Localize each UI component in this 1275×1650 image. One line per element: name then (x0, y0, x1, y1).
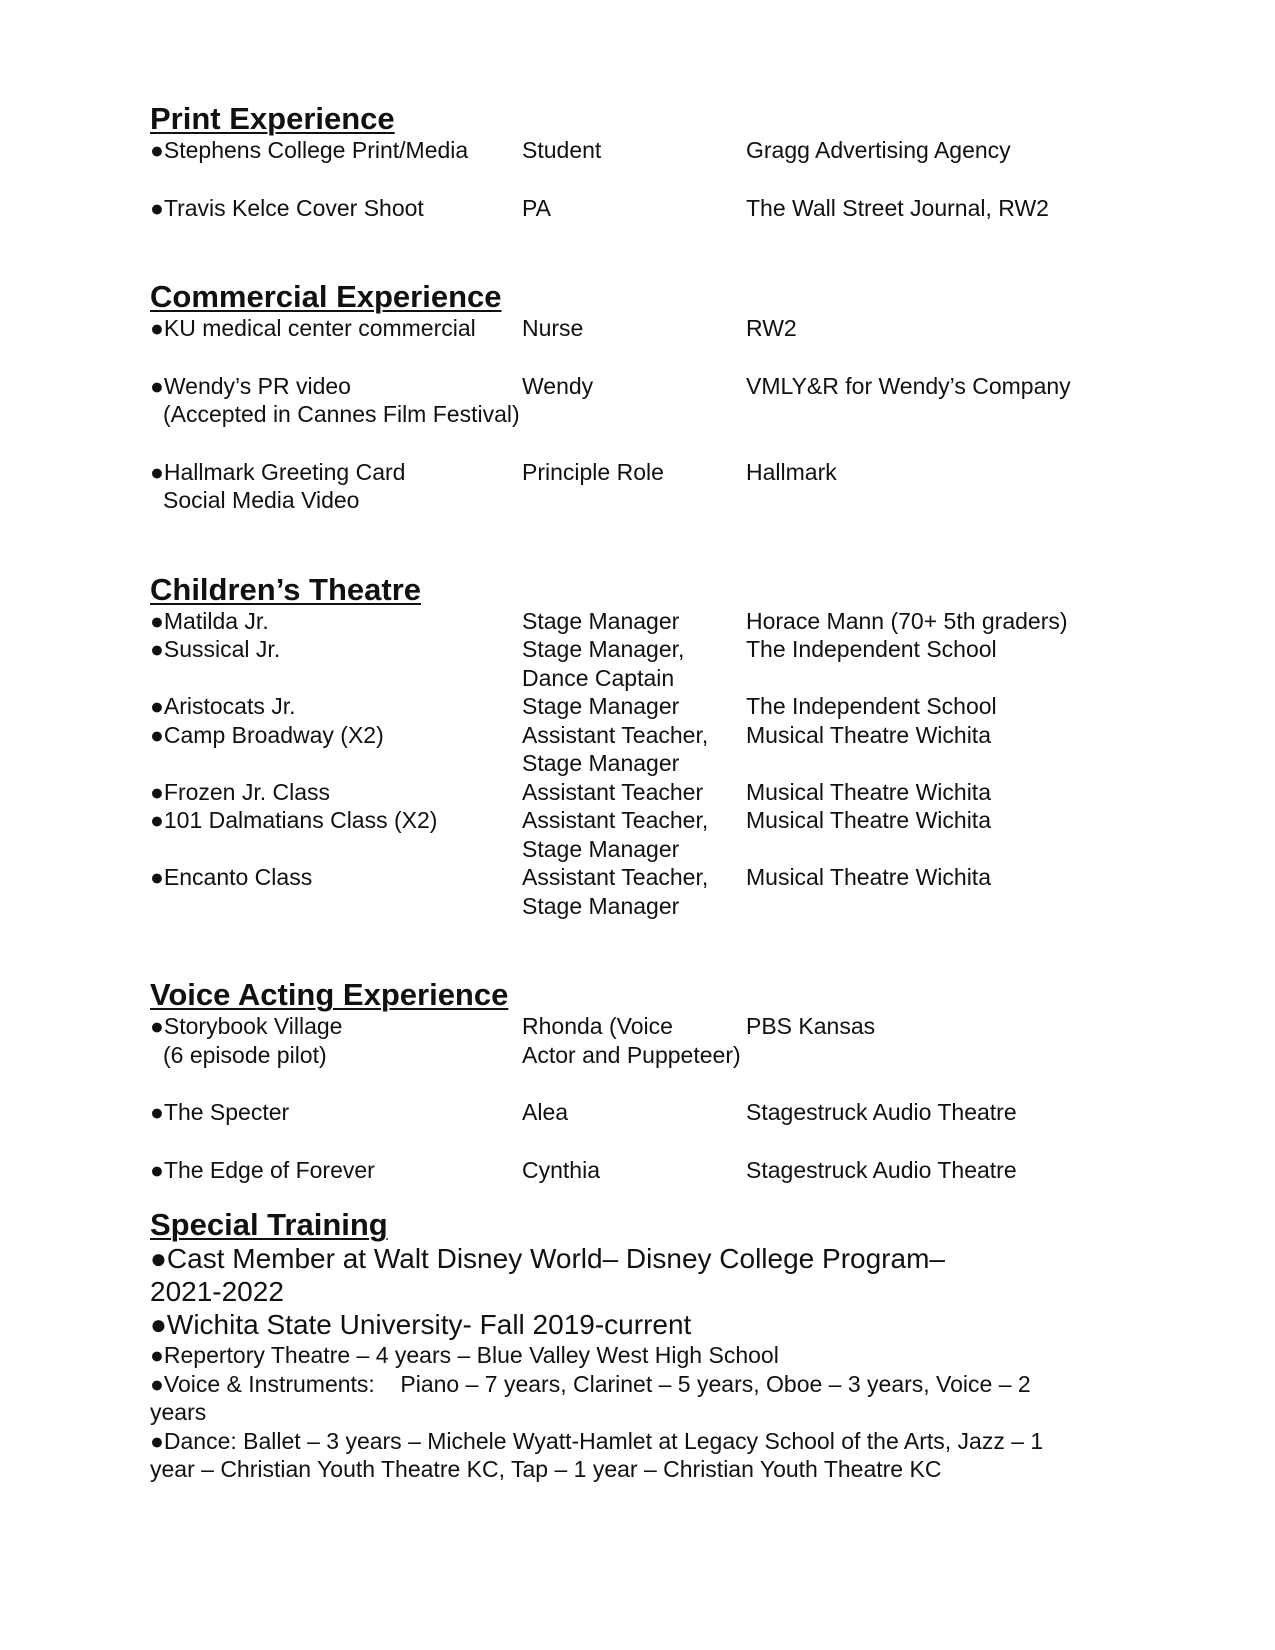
company: Stagestruck Audio Theatre (746, 1099, 1017, 1125)
company: Musical Theatre Wichita (746, 778, 991, 805)
company: Musical Theatre Wichita (746, 864, 991, 890)
training-item-repertory: ●Repertory Theatre – 4 years – Blue Valley West High School (150, 1342, 779, 1368)
project-name: ●Aristocats Jr. (150, 693, 296, 719)
entry-row (150, 1098, 1160, 1127)
role: Assistant Teacher (522, 778, 704, 805)
training-text: years (150, 1399, 207, 1425)
role: Assistant Teacher, (522, 864, 709, 890)
section-title-commercial: Commercial Experience (150, 279, 502, 314)
voice-acting-section (150, 978, 1160, 1184)
role: Nurse (522, 315, 584, 341)
company: The Independent School (746, 636, 997, 662)
training-text: year – Christian Youth Theatre KC, Tap – 1 year – Christian Youth Theatre KC (150, 1456, 942, 1482)
childrens-theatre-section (150, 573, 1160, 921)
training-item-disney (150, 1242, 1160, 1308)
project-name: ●Frozen Jr. Class (150, 778, 331, 805)
company: Gragg Advertising Agency (746, 137, 1011, 163)
project-name: ●Travis Kelce Cover Shoot (150, 194, 424, 221)
project-name: ●The Edge of Forever (150, 1156, 375, 1183)
section-title-voice: Voice Acting Experience (150, 977, 509, 1012)
role: Stage Manager (522, 693, 680, 719)
section-title-training: Special Training (150, 1207, 388, 1242)
company: The Independent School (746, 693, 997, 719)
entry-row (150, 314, 1160, 343)
training-item-voice-instruments (150, 1370, 1160, 1427)
company: Horace Mann (70+ 5th graders) (746, 607, 1068, 634)
project-name: ●101 Dalmatians Class (X2) (150, 807, 438, 833)
training-text: 2021-2022 (150, 1276, 284, 1307)
project-name: ●Camp Broadway (X2) (150, 721, 384, 748)
role: Rhonda (Voice (522, 1013, 673, 1039)
entry-row (150, 1012, 1160, 1069)
training-item-wichita: ●Wichita State University- Fall 2019-current (150, 1309, 692, 1340)
entry-row (150, 458, 1160, 515)
project-note: Social Media Video (163, 487, 360, 513)
role: Wendy (522, 372, 594, 399)
entry-row (150, 136, 1160, 165)
entry-row (150, 806, 1160, 863)
role: PA (522, 194, 551, 221)
role-continued: Actor and Puppeteer) (522, 1041, 741, 1068)
role-continued: Stage Manager (522, 750, 680, 776)
role-continued: Stage Manager (522, 892, 680, 919)
project-name: ●Matilda Jr. (150, 607, 269, 634)
project-name: ●Encanto Class (150, 864, 313, 890)
company: Hallmark (746, 458, 837, 485)
role: Alea (522, 1099, 569, 1125)
role-continued: Dance Captain (522, 664, 675, 691)
project-name: ●Sussical Jr. (150, 636, 281, 662)
company: PBS Kansas (746, 1013, 876, 1039)
role: Assistant Teacher, (522, 807, 709, 833)
role: Stage Manager (522, 607, 680, 634)
commercial-experience-section (150, 280, 1160, 515)
role: Student (522, 137, 602, 163)
role-continued: Stage Manager (522, 835, 680, 862)
entry-row (150, 692, 1160, 721)
entry-row (150, 721, 1160, 778)
entry-row (150, 1156, 1160, 1185)
project-name: ●KU medical center commercial (150, 315, 476, 341)
resume-page (150, 102, 1160, 1484)
section-title-print: Print Experience (150, 101, 395, 136)
entry-row (150, 635, 1160, 692)
company: VMLY&R for Wendy’s Company (746, 372, 1071, 399)
training-text: ●Voice & Instruments: Piano – 7 years, Clarinet – 5 years, Oboe – 3 years, Voice – 2 (150, 1370, 1031, 1397)
entry-row (150, 607, 1160, 636)
company: Musical Theatre Wichita (746, 721, 991, 748)
project-note: (Accepted in Cannes Film Festival) (163, 401, 520, 427)
entry-row (150, 778, 1160, 807)
entry-row (150, 372, 1160, 429)
role: Stage Manager, (522, 636, 685, 662)
project-name: ●Storybook Village (150, 1013, 343, 1039)
training-item-dance (150, 1427, 1160, 1484)
project-name: ●Stephens College Print/Media (150, 137, 469, 163)
project-name: ●Wendy’s PR video (150, 372, 351, 399)
project-name: ●The Specter (150, 1099, 290, 1125)
company: Stagestruck Audio Theatre (746, 1156, 1017, 1183)
entry-row (150, 863, 1160, 920)
project-note: (6 episode pilot) (163, 1041, 327, 1068)
entry-row (150, 194, 1160, 223)
company: RW2 (746, 315, 797, 341)
role: Cynthia (522, 1156, 600, 1183)
training-text: ●Cast Member at Walt Disney World– Disney College Program– (150, 1243, 945, 1274)
company: The Wall Street Journal, RW2 (746, 194, 1049, 221)
training-text: ●Dance: Ballet – 3 years – Michele Wyatt-Hamlet at Legacy School of the Arts, Jazz – 1 (150, 1427, 1044, 1454)
print-experience-section (150, 102, 1160, 222)
special-training-section (150, 1208, 1160, 1484)
role: Principle Role (522, 458, 664, 485)
role: Assistant Teacher, (522, 721, 709, 748)
section-title-childrens: Children’s Theatre (150, 571, 422, 607)
project-name: ●Hallmark Greeting Card (150, 458, 406, 485)
company: Musical Theatre Wichita (746, 807, 991, 833)
